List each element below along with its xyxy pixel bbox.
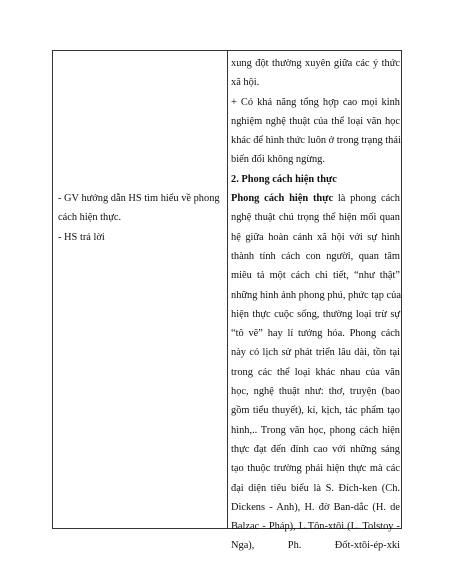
text-line: những hình ảnh phong phú, phức tạp của [231, 289, 401, 301]
activity-line: - HS trả lời [58, 231, 105, 243]
text-line [231, 189, 400, 208]
text-line: “tô vẽ” hay lí tưởng hóa. Phong cách [231, 328, 400, 340]
term-bold: Phong cách hiện thực [231, 193, 334, 205]
text-line: trong các thể loại khác nhau của văn [231, 366, 400, 378]
text-line: + Có khả năng tổng hợp cao mọi kinh [231, 96, 400, 108]
text-line: gồm tiểu thuyết), kí, kịch, tác phẩm tạo [231, 405, 400, 417]
activity-line: - GV hướng dẫn HS tìm hiểu về phong [58, 193, 220, 204]
text-line: Dickens - Anh), H. đờ Ban-dắc (H. de [231, 501, 400, 513]
content-column [228, 51, 401, 552]
text-line: nghệ thuật chú trọng thể hiện mối quan [231, 212, 400, 224]
text-line: khác để hình thức luôn ở trong trạng thái [231, 135, 401, 147]
text-line: hình,.. Trong văn học, phong cách hiện [231, 424, 400, 436]
text-line: đại diện tiêu biểu là S. Đích-ken (Ch. [231, 482, 400, 494]
text-line: thực đạt đến đỉnh cao với những sáng [231, 443, 400, 455]
activity-column [53, 51, 228, 528]
activity-text [58, 189, 224, 247]
text-line: miêu tả một cách chi tiết, “như thật” [231, 270, 400, 282]
text-line: hệ giữa hoàn cảnh xã hội với sự hình [231, 231, 400, 243]
content-table [52, 50, 402, 552]
text-line: tạo thuộc trường phái hiện thực mà các [231, 463, 400, 475]
text-line: nghiệm nghệ thuật của thể loại văn học [231, 115, 400, 127]
text-line: Balzac - Pháp), L.Tôn-xtôi (L. Tolstoy - [231, 521, 400, 533]
content-text [231, 54, 400, 556]
activity-line: cách hiện thực. [58, 212, 122, 224]
text-line: Nga), Ph. Đốt-xtôi-ép-xki [231, 540, 400, 552]
text-line: xã hội. [231, 77, 260, 89]
text-line: học, nghệ thuật như: thơ, truyện (bao [231, 386, 400, 398]
text-line: này có lịch sử phát triển lâu dài, tồn tại [231, 347, 400, 359]
term-rest: là phong cách [333, 193, 400, 205]
section-heading: 2. Phong cách hiện thực [231, 173, 337, 185]
text-line: xung đột thường xuyên giữa các ý thức [231, 58, 400, 69]
text-line: biến đổi không ngừng. [231, 154, 325, 166]
text-line: thành tính cách con người, quan tâm [231, 250, 400, 262]
text-line: hiện thực cuộc sống, thường loại trừ sự [231, 308, 400, 320]
